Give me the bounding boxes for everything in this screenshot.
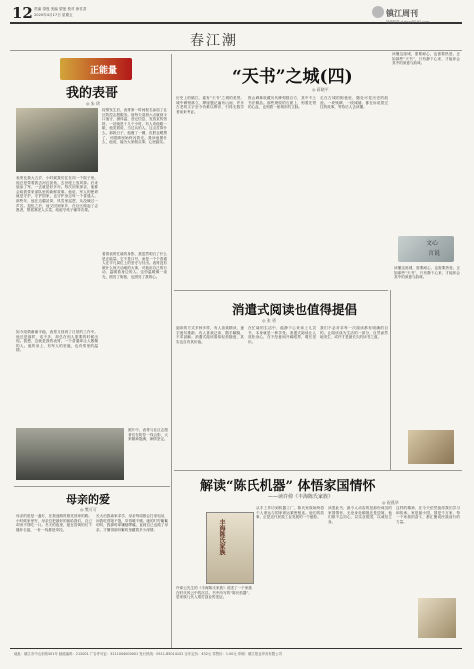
chen-author: ◎ 祝燕华: [382, 500, 399, 505]
masthead-date: 2020年4月17日 星期五: [34, 13, 73, 17]
mother-body-col1: 母亲的爱是一盏灯，在我迷路时照亮回家的路。小时候家里穷，母亲总把最好的留给我们，自己却舍不得吃一口。冬天的夜里，她在昏黄的灯下缝补衣裳，一针一线都是牵挂。: [16, 514, 92, 532]
footer-info: 地址：镇江市中山东路301号 邮政编码：212001 广告许可证：3211004000001 发行热线：0511-85014102 全年定价：432元 零售价：1.00元 印刷：镇江报业印务有限公司: [14, 652, 282, 656]
tianshu-body-col4: 读懂这座城，需要耐心，也需要热爱。正如那些“天书”，只有静下心来，才能体会其中的深意与韵味。: [392, 52, 460, 66]
reading-author: ◎ 张 勇: [262, 318, 277, 323]
tianshu-body-col3: 走在古城的街巷里，随处可见历史的痕迹。一块残碑，一段城墙，都在诉说着过往的故事，等待后人去读懂。: [320, 96, 388, 110]
reading-title: 消遣式阅读也值得提倡: [232, 302, 358, 317]
mother-author: ◎ 樊可可: [80, 507, 97, 512]
right-column-body: 读懂这座城，需要耐心，也需要热爱。正如那些“天书”，只有静下心来，才能体会其中的深意与韵味。: [394, 266, 460, 280]
left-column-vrule: [171, 54, 172, 649]
reading-body-col3: 我们不必苛求每一次阅读都有明确的目的。让阅读成为生活的一部分，自然而然地发生，或许才是最长久的读书之道。: [320, 326, 388, 340]
tianshu-author: ◎ 蒋晓平: [312, 87, 329, 92]
reading-body-col1: 阅读的方式多种多样，有人喜欢精读，逐字逐句推敲；有人喜欢泛读，随手翻阅，不求甚解。消遣式阅读看似轻松随意，其实也自有其价值。: [176, 326, 244, 344]
tianshu-title: “天书”之城(四): [232, 67, 353, 87]
section-title: 春江潮: [190, 33, 238, 49]
volunteer-group-photo: [16, 428, 124, 480]
chen-body-col3: 读罢此书，最令人动容的是那份深沉的家国情怀。无论身处顺境还是逆境，他们都不忘初心，以实业报国，以诚信立身。: [328, 506, 392, 524]
wenxin-label: 文心: [426, 240, 439, 247]
masthead-credits: 责编 望莲 美编 望莲 校对 徐茗香: [34, 7, 87, 11]
tianshu-body-col1: 历史上的镇江，素有“天书”之城的美誉。城中碑刻林立，摩崖题记遍布山间，许多古老的文字至今仍难以辨识，引得无数学者前来考证。: [176, 96, 244, 114]
chen-title: 解读“陈氏机器” 体悟家国情怀: [200, 479, 376, 494]
brother-body-col3: 看着表哥忙碌的身影，我忽然明白了什么是正能量。它不是口号，而是一个个普通人在平凡岗位上的坚守与付出。表哥没有做什么惊天动地的大事，可他用自己的行动，温暖着身边的人。这份温暖像一束光，照亮了街巷，也照亮了我的心。: [102, 252, 167, 279]
footer-rule: [10, 648, 462, 649]
chen-corner-image: [418, 598, 456, 638]
edition-title: 镇江周刊: [386, 8, 418, 18]
book-cover-title: 丰海陈氏家族: [218, 519, 225, 555]
wenxin-badge: [398, 236, 454, 262]
chen-subtitle: ——读许倬《丰海陈氏家族》: [268, 494, 334, 500]
tianshu-body-col2: 焦山碑林收藏历代碑刻数百方，其中不乏书法精品。那些斑驳的石面上，刻着先贤的心血，也刻着一座城市的文脉。: [248, 96, 316, 110]
yanzi-label: 言说: [428, 250, 441, 257]
brother-photo: [16, 108, 98, 172]
column-logo-label: 正能量: [90, 66, 118, 76]
right-column-vrule: [390, 290, 391, 470]
reading-body-col2: 在忙碌的生活中，能静下心来读上几页书，本身就是一种享受。消遣式阅读让人放松身心，在不经意间开阔眼界，增长见识。: [248, 326, 316, 344]
brother-author: ◎ 朱 珍: [86, 101, 101, 106]
header-divider: [10, 50, 462, 51]
book-cover: [206, 512, 254, 584]
masthead-emblem: [372, 6, 384, 18]
column-logo: [60, 58, 132, 80]
mother-title: 母亲的爱: [66, 493, 110, 506]
submission-email: 投稿邮箱 zjzhyy@163.com: [386, 20, 430, 24]
right-column-image: [408, 430, 454, 464]
mid-divider-1: [174, 290, 388, 291]
brother-body-intro: 表哥比我大五岁，小时候我们住在同一个院子里。他总是带着我去河边捉鱼，去田埂上放风筝。后来他参了军，一去就是好多年。每次回家探亲，他都会给我带来部队里的新鲜故事。他说，军人的使命就是守护，守护国家，也守护身边每一个普通人。那些年，他在边疆站岗，风雪里巡逻，从没喊过一声苦。退伍之后，他又回到家乡，在社区做起了志愿者，帮孤寡老人买菜，给留守孩子辅导功课。: [16, 176, 98, 213]
brother-title: 我的表哥: [66, 86, 119, 101]
chen-body-col1: 许倬云先生的《丰海陈氏家族》讲述了一个家族在时代风云中的沉浮。书中所写的“陈氏机器”，是家族几代人艰苦创业的见证。: [176, 586, 252, 600]
left-section-divider: [14, 486, 170, 487]
brother-body-bottom: 如今疫情渐渐平稳，表哥又回到了日常的工作中。他还是那样，话不多，却总在别人需要的时候出现。我想，这就是我的表哥，一个普通却让人敬佩的人。他的身上，有军人的坚毅，也有邻里的温情。: [16, 330, 98, 353]
photo-caption: 照片中，表哥与社区志愿者们在防控一线合影，大家精神饱满，神情坚定。: [128, 428, 168, 442]
page-number: 12: [12, 4, 33, 22]
chen-body-col2: 从手工作坊到机器工厂，陈氏家族始终将个人命运与国家命运紧密相连。他们的故事，正是近代民族工业发展的一个缩影。: [256, 506, 324, 520]
mother-body-col2: 长大后我离家求学，母亲每周都会打来电话，问我吃得饱不饱，穿得暖不暖。她的叮咛絮絮叨叨，我那时却嫌她啰嗦。直到自己也做了母亲，才懂得那份絮叨里藏着多少深情。: [96, 514, 168, 532]
brother-body-col2: 疫情发生后，表哥第一时间报名参加了社区防控志愿服务。他每天清晨六点就到卡口值守，测体温、登记信息、发放宣传资料，一站就是十几个小时。有人劝他歇一歇，他笑着说，当过兵的人，这点苦算什么。那段日子，他瘦了一圈，皮肤也晒黑了，可眼睛里始终闪着光。我问他图什么，他说，能为大家做点事，心里踏实。: [102, 108, 167, 145]
mid-divider-2: [174, 470, 462, 471]
chen-body-col4: 这样的精神，在今天依然值得我们学习和传承。家是最小国，国是千万家，每一个家族的奋斗，都汇聚成民族前行的力量。: [396, 506, 460, 524]
